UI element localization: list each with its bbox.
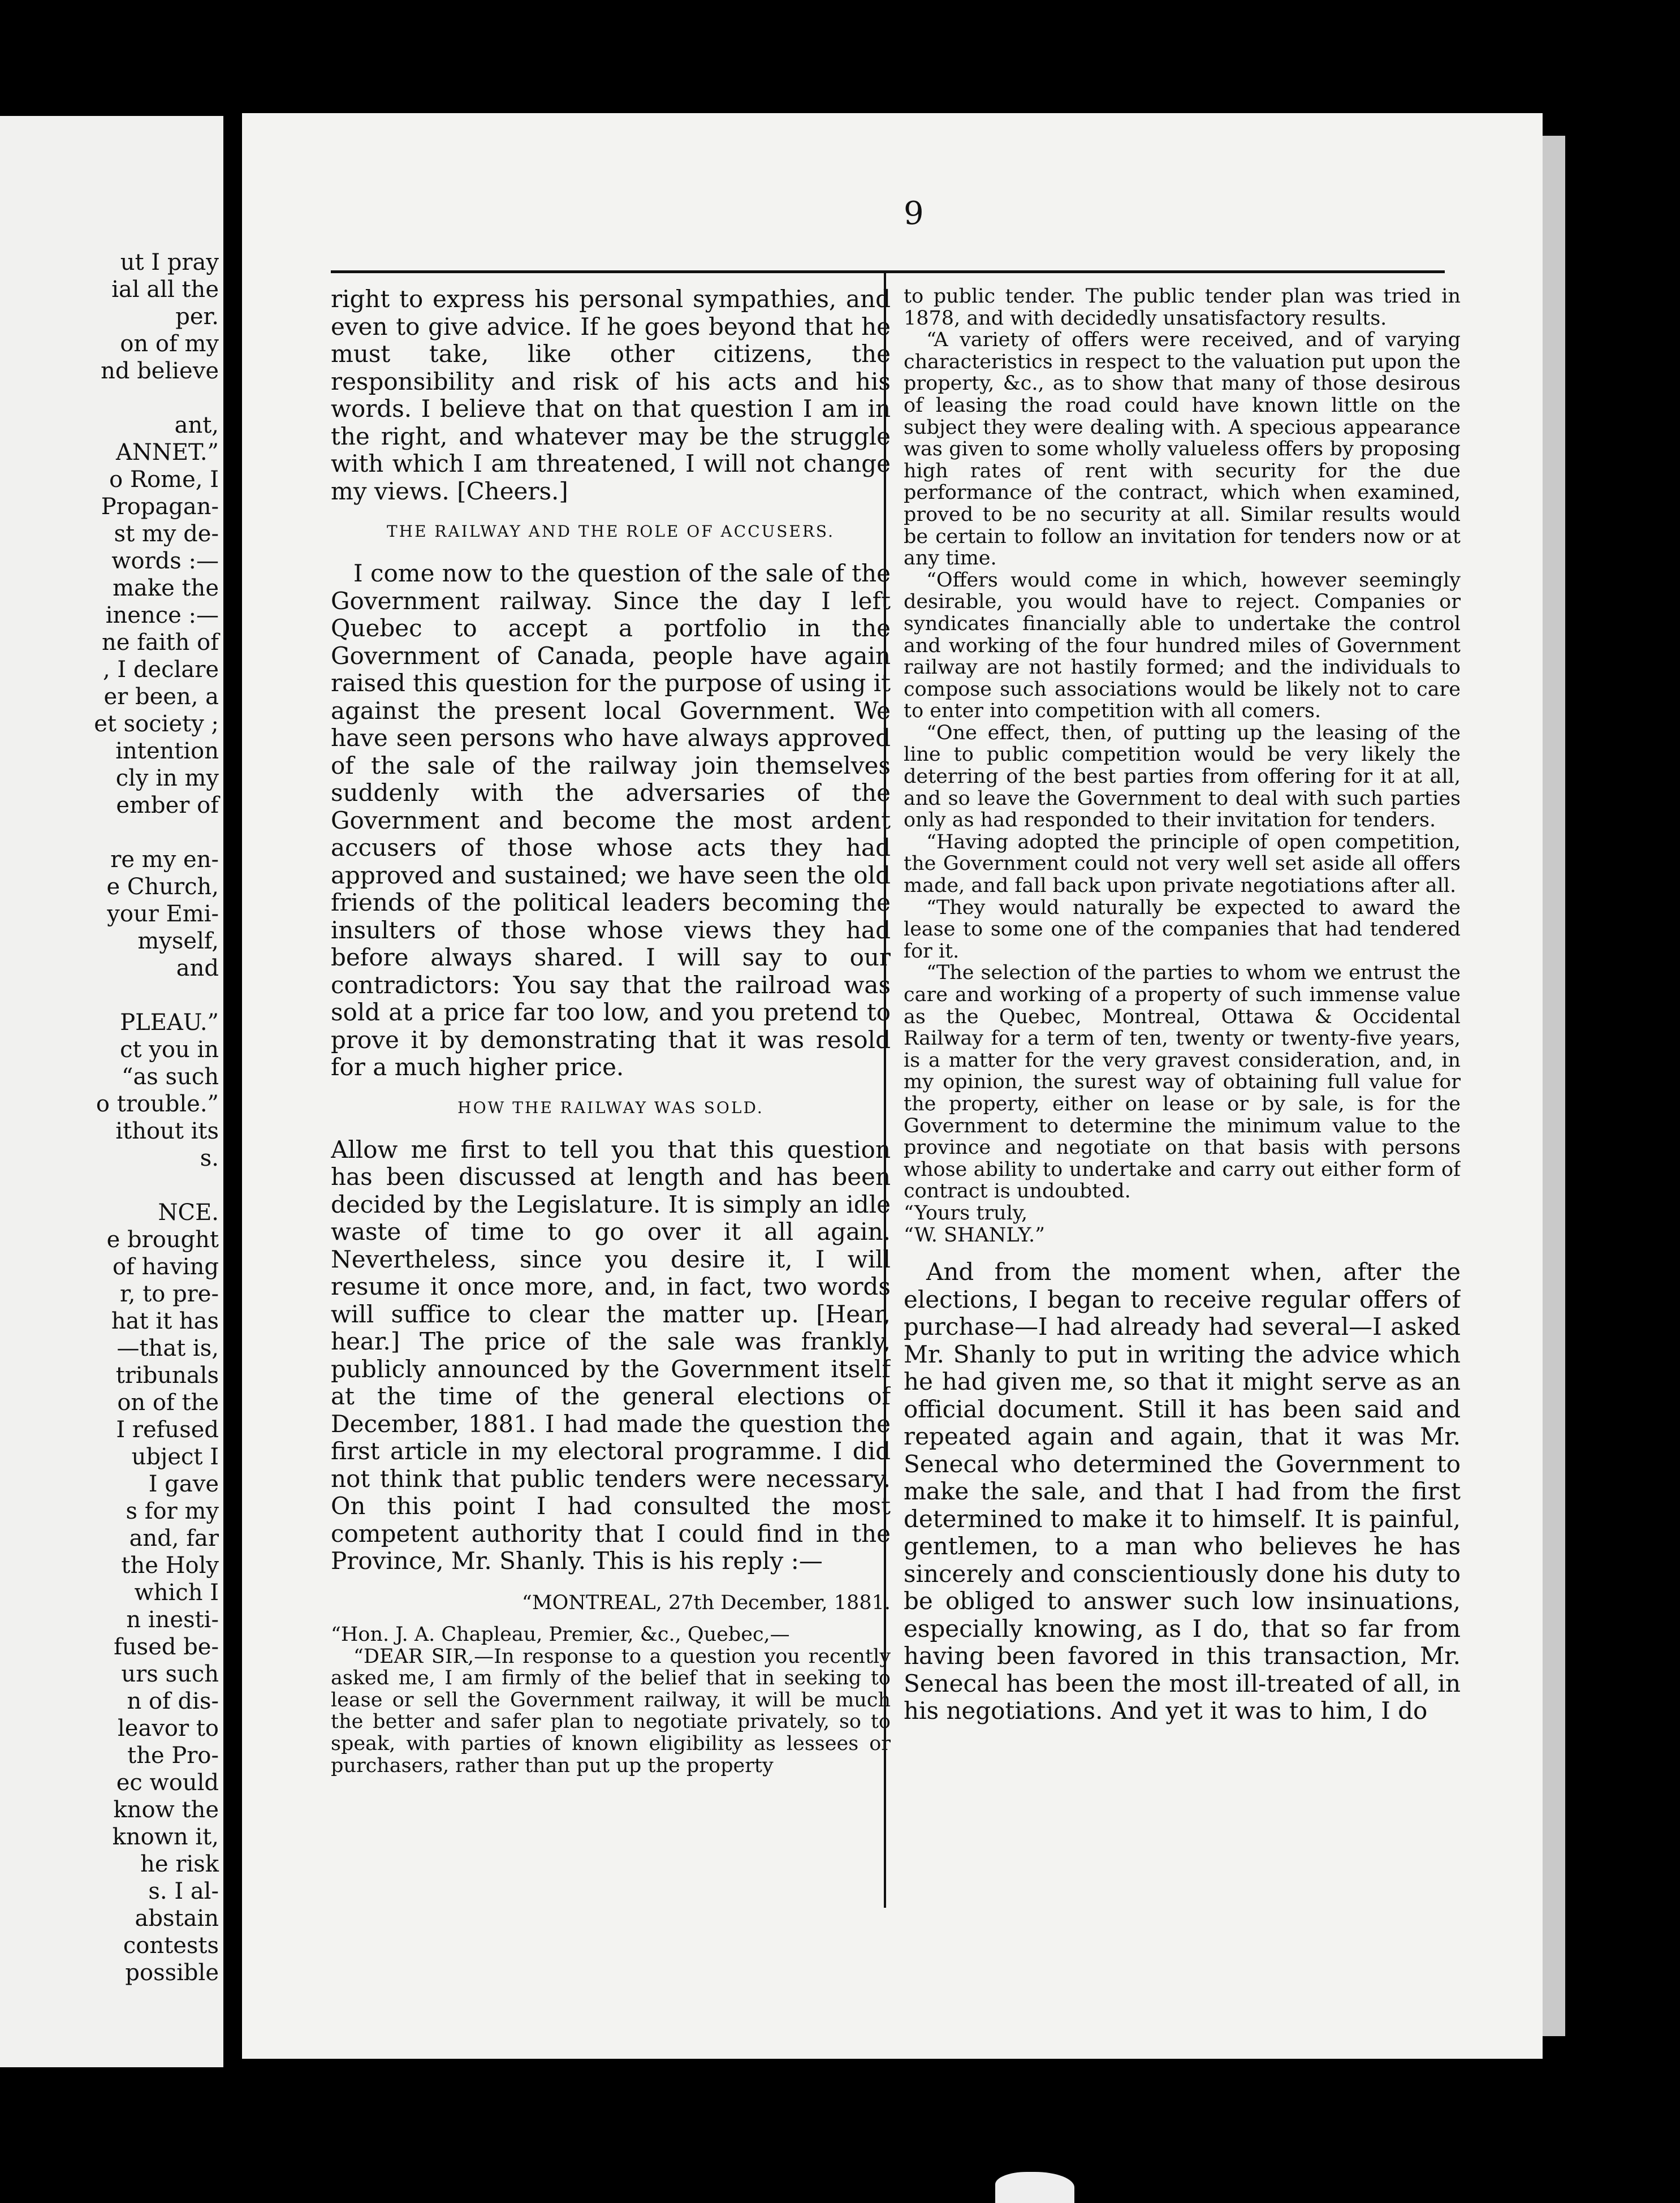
letter-paragraph: “One effect, then, of putting up the leasing of the line to public competition would be very likely the deterring of the best parties from offering for it at all, and so leave the Government to deal with such parties only as had responded to their invitation for tenders.	[904, 721, 1461, 832]
paragraph: I come now to the question of the sale of the Government railway. Since the day I left Quebec to accept a portfolio in the Government of Canada, people have again raised this question for the purpose of using it against the present local Government. We have seen persons who have always approved of the sale of the railway join themselves suddenly with the adversaries of the Government and become the most ardent accusers of those whose acts they had approved and sustained; we have seen the old friends of the political leaders becoming the insulters of those whose views they had before always shared. I will say to our contradictors: You say that the railroad was sold at a price far too low, and you pretend to prove it by demonstrating that it was resold for a much higher price.	[331, 559, 891, 1081]
fragment-line: he risk	[140, 1851, 219, 1877]
fragment-line: I gave	[148, 1471, 219, 1497]
fragment-line: ember of	[116, 792, 219, 818]
fragment-line: ec would	[116, 1770, 219, 1796]
fragment-line: of having	[113, 1254, 219, 1280]
fragment-line: hat it has	[111, 1308, 219, 1334]
fragment-line: tribunals	[115, 1363, 219, 1389]
fragment-line: n of dis-	[127, 1688, 219, 1714]
fragment-line: e brought	[106, 1227, 219, 1253]
page-number: 9	[904, 195, 924, 232]
paragraph: And from the moment when, after the elections, I began to receive regular offers of purchase—I had already had several—I asked Mr. Shanly to put in writing the advice which he had given me, so that it might serve as an official document. Still it has been said and repeated again and again, that it was Mr. Senecal who determined the Government to make the sale, and that I had from the first determined to make it to himself. It is painful, gentlemen, to a man who believes he has sincerely and conscientiously done his duty to be obliged to answer such low insinuations, especially knowing, as I do, that so far from having been favored in this transaction, Mr. Senecal has been the most ill-treated of all, in his negotiations. And yet it was to him, I do	[904, 1258, 1461, 1725]
letter-paragraph: “Offers would come in which, however seemingly desirable, you would have to reject. Companies or syndicates financially able to undertake the control and working of the four hundred miles of Government railway are not hastily formed; and the individuals to compose such associations would be likely not to care to enter into competition with all comers.	[904, 568, 1461, 723]
facing-page-fragment	[0, 116, 223, 2067]
fragment-line: s.	[200, 1145, 219, 1171]
letter-signature: “W. SHANLY.”	[904, 1223, 1045, 1247]
fragment-line: r, to pre-	[120, 1281, 219, 1307]
fragment-line: “as such	[122, 1064, 219, 1090]
fragment-line: nd believe	[101, 358, 219, 384]
header-rule	[331, 270, 1445, 273]
letter-paragraph: to public tender. The public tender plan was tried in 1878, and with decidedly unsatisfactory results.	[904, 286, 1461, 330]
fragment-line: s for my	[126, 1498, 219, 1524]
fragment-line: abstain	[135, 1905, 219, 1932]
letter-paragraph: “They would naturally be expected to award the lease to some one of the companies that had tendered for it.	[904, 896, 1461, 963]
fragment-line: ial all the	[111, 277, 219, 303]
fragment-line: possible	[125, 1960, 219, 1986]
fragment-line: the Pro-	[127, 1743, 219, 1769]
fragment-line: er been, a	[103, 684, 219, 710]
fragment-line: n inesti-	[126, 1607, 219, 1633]
fragment-line: your Emi-	[107, 901, 219, 927]
fragment-line: make the	[113, 575, 219, 601]
fragment-line: PLEAU.”	[120, 1010, 219, 1036]
fragment-line: fused be-	[114, 1634, 219, 1660]
fragment-line: ANNET.”	[115, 439, 219, 465]
fragment-line: I refused	[116, 1417, 219, 1443]
paper-scrap	[995, 2172, 1074, 2203]
fragment-line: words :—	[111, 548, 219, 574]
letter-dateline: “MONTREAL, 27th December, 1881.	[521, 1591, 891, 1614]
fragment-line: ithout its	[115, 1118, 219, 1144]
fragment-line: , I declare	[102, 657, 219, 683]
fragment-line: NCE.	[158, 1200, 219, 1226]
fragment-line: ct you in	[120, 1037, 219, 1063]
fragment-line: the Holy	[121, 1553, 219, 1579]
fragment-line: known it,	[112, 1824, 219, 1850]
letter-paragraph: “Having adopted the principle of open competition, the Government could not very well set aside all offers made, and fall back upon private negotiations after all.	[904, 830, 1461, 898]
right-column	[904, 286, 1461, 1909]
fragment-line: myself,	[137, 928, 219, 954]
paragraph: right to express his personal sympathies, and even to give advice. If he goes beyond that he must take, like other citizens, the responsibility and risk of his acts and his words. I believe that on that question I am in the right, and whatever may be the struggle with which I am threatened, I will not change my views. [Cheers.]	[331, 286, 891, 505]
fragment-line: on of my	[120, 331, 219, 357]
fragment-line: o trouble.”	[96, 1091, 219, 1117]
page-edge	[1543, 136, 1565, 2036]
fragment-line: per.	[175, 304, 219, 330]
fragment-line: o Rome, I	[109, 467, 219, 493]
letter-paragraph: “DEAR SIR,—In response to a question you recently asked me, I am firmly of the belief that in seeking to lease or sell the Government railway, it will be much the better and safer plan to negotiate privately, so to speak, with parties of known eligibility as lessees or purchasers, rather than put up the property	[331, 1645, 891, 1777]
fragment-line: and, far	[129, 1525, 219, 1551]
fragment-line: intention	[115, 738, 219, 764]
fragment-line: know the	[113, 1797, 219, 1823]
letter-address: “Hon. J. A. Chapleau, Premier, &c., Quebec,—	[331, 1623, 790, 1646]
fragment-line: and	[176, 955, 219, 981]
left-column	[331, 286, 891, 1909]
letter-closing: “Yours truly,	[904, 1201, 1028, 1225]
fragment-line: urs such	[121, 1661, 219, 1687]
fragment-line: on of the	[117, 1390, 219, 1416]
fragment-line: ubject I	[131, 1444, 219, 1470]
letter-paragraph: “The selection of the parties to whom we entrust the care and working of a property of such immense value as the Quebec, Montreal, Ottawa & Occidental Railway for a term of ten, twenty or twenty-five years, is a matter for the very gravest consideration, and, in my opinion, the surest way of obtaining full value for the property, either on lease or by sale, is for the Government to determine the minimum value to the province and negotiate on that basis with persons whose ability to undertake and carry out either form of contract is undoubted.	[904, 962, 1461, 1203]
fragment-line: contests	[123, 1933, 219, 1959]
fragment-line: inence :—	[105, 602, 219, 628]
letter-paragraph: “A variety of offers were received, and of varying characteristics in respect to the valuation put upon the property, &c., as to show that many of those desirous of leasing the road could have known little on the subject they were dealing with. A specious appearance was given to some wholly valueless offers by proposing high rates of rent with security for the due performance of the contract, which when examined, proved to be no security at all. Similar results would be certain to follow an invitation for tenders now or at any time.	[904, 329, 1461, 570]
fragment-line: e Church,	[106, 874, 219, 900]
fragment-line: Propagan-	[101, 494, 219, 520]
fragment-line: st my de-	[114, 521, 219, 547]
fragment-line: ant,	[174, 412, 219, 438]
fragment-line: et society ;	[94, 711, 219, 737]
fragment-line: s. I al-	[148, 1878, 219, 1904]
fragment-line: ne faith of	[101, 630, 219, 656]
section-heading: HOW THE RAILWAY WAS SOLD.	[457, 1098, 764, 1117]
fragment-line: ut I pray	[120, 249, 219, 275]
fragment-line: which I	[134, 1580, 219, 1606]
fragment-line: leavor to	[118, 1715, 219, 1741]
section-heading: THE RAILWAY AND THE ROLE OF ACCUSERS.	[386, 522, 835, 541]
fragment-line: cly in my	[115, 765, 219, 791]
fragment-line: —that is,	[116, 1335, 219, 1361]
fragment-line: re my en-	[110, 847, 219, 873]
paragraph: Allow me first to tell you that this question has been discussed at length and has been decided by the Legislature. It is simply an idle waste of time to go over it all again. Nevertheless, since you desire it, I will resume it once more, and, in fact, two words will suffice to clear the matter up. [Hear, hear.] The price of the sale was frankly, publicly announced by the Government itself at the time of the general elections of December, 1881. I had made the question the first article in my electoral programme. I did not think that public tenders were necessary. On this point I had consulted the most competent authority that I could find in the Province, Mr. Shanly. This is his reply :—	[331, 1135, 891, 1575]
